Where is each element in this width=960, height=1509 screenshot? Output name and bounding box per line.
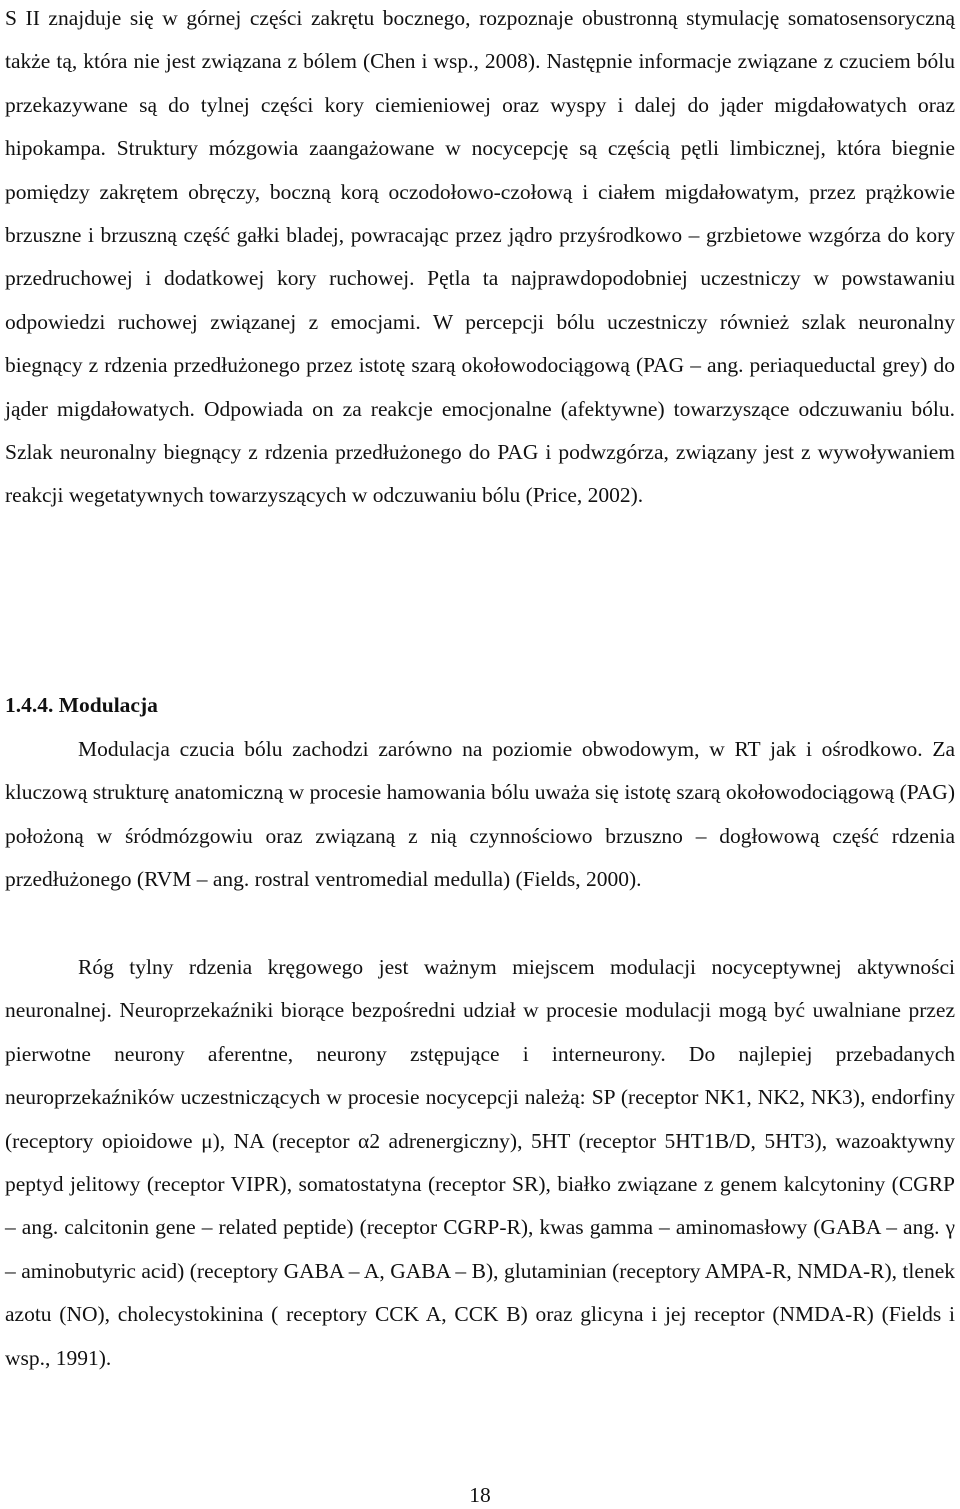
section-heading: 1.4.4. Modulacja: [5, 693, 158, 717]
paragraph-neurotransmitters: Róg tylny rdzenia kręgowego jest ważnym miejscem modulacji nocyceptywnej aktywności neuronalnej. Neuroprzekaźniki biorące bezpośredni udział w procesie modulacji mogą być uwalniane przez pierwotne neurony aferentne, neurony zstępujące i interneurony. Do najlepiej przebadanych neuroprzekaźników uczestniczących w procesie nocycepcji należą: SP (receptor NK1, NK2, NK3), endorfiny (receptory opioidowe μ), NA (receptor α2 adrenergiczny), 5HT (receptor 5HT1B/D, 5HT3), wazoaktywny peptyd jelitowy (receptor VIPR), somatostatyna (receptor SR), białko związane z genem kalcytoniny (CGRP – ang. calcitonin gene – related peptide) (receptor CGRP-R), kwas gamma – aminomasłowy (GABA – ang. γ – aminobutyric acid) (receptory GABA – A, GABA – B), glutaminian (receptory AMPA-R, NMDA-R), tlenek azotu (NO), cholecystokinina ( receptory CCK A, CCK B) oraz glicyna i jej receptor (NMDA-R) (Fields i wsp., 1991).: [5, 955, 955, 1370]
page-number: 18: [469, 1483, 491, 1507]
paragraph-pain-pathways: S II znajduje się w górnej części zakrętu bocznego, rozpoznaje obustronną stymulację somatosensoryczną także tą, która nie jest związana z bólem (Chen i wsp., 2008). Następnie informacje związane z czuciem bólu przekazywane są do tylnej części kory ciemieniowej oraz wyspy i dalej do jąder migdałowatych oraz hipokampa. Struktury mózgowia zaangażowane w nocycepcję są częścią pętli limbicznej, która biegnie pomiędzy zakrętem obręczy, boczną korą oczodołowo-czołową i ciałem migdałowatym, przez prążkowie brzuszne i brzuszną część gałki bladej, powracając przez jądro przyśrodkowo – grzbietowe wzgórza do kory przedruchowej i dodatkowej kory ruchowej. Pętla ta najprawdopodobniej uczestniczy w powstawaniu odpowiedzi ruchowej związanej z emocjami. W percepcji bólu uczestniczy również szlak neuronalny biegnący z rdzenia przedłużonego przez istotę szarą okołowodociągową (PAG – ang. periaqueductal grey) do jąder migdałowatych. Odpowiada on za reakcje emocjonalne (afektywne) towarzyszące odczuwaniu bólu. Szlak neuronalny biegnący z rdzenia przedłużonego do PAG i podwzgórza, związany jest z wywoływaniem reakcji wegetatywnych towarzyszących w odczuwaniu bólu (Price, 2002).: [5, 6, 955, 508]
paragraph-modulation-intro: Modulacja czucia bólu zachodzi zarówno na poziomie obwodowym, w RT jak i ośrodkowo. Za kluczową strukturę anatomiczną w procesie hamowania bólu uważa się istotę szarą okołowodociągową (PAG) położoną w śródmózgowiu oraz związaną z nią czynnościowo brzuszno – dogłowową część rdzenia przedłużonego (RVM – ang. rostral ventromedial medulla) (Fields, 2000).: [5, 737, 955, 892]
